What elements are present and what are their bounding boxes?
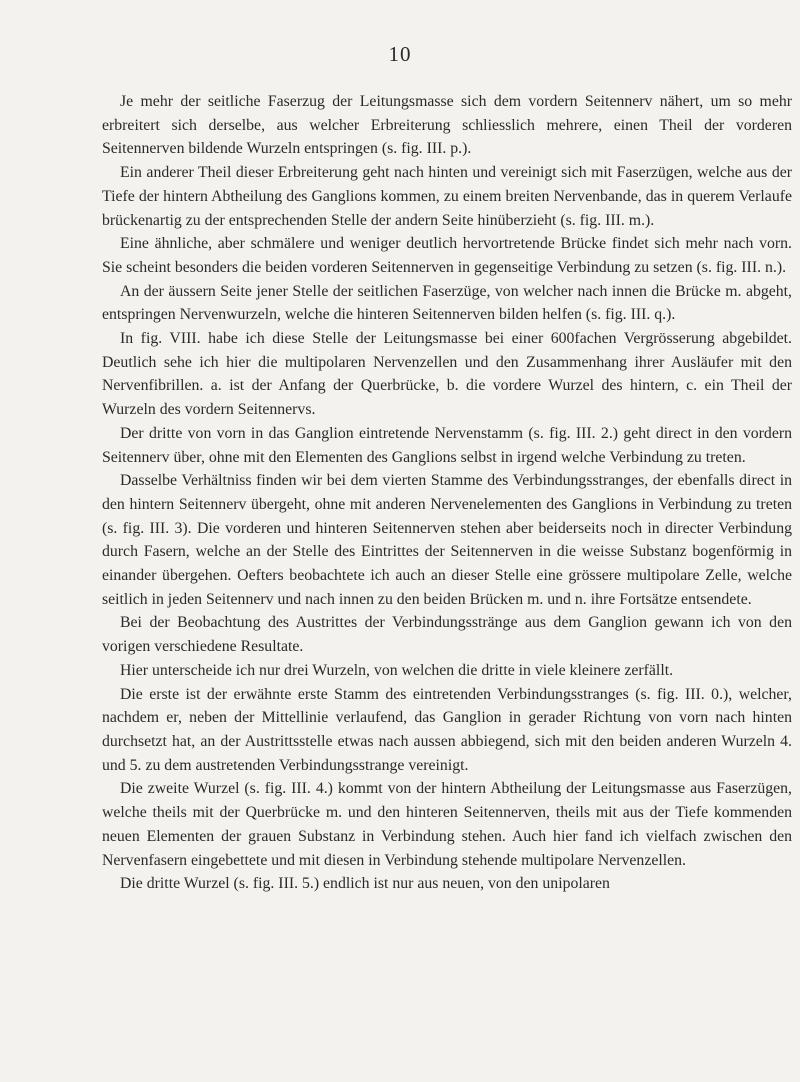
paragraph: Bei der Beobachtung des Austrittes der Verbindungsstränge aus dem Ganglion gewann ich von den vorigen verschiedene Resultate. bbox=[102, 614, 792, 656]
paragraph: Je mehr der seitliche Faserzug der Leitungsmasse sich dem vordern Seitennerv nähert, um so mehr erbreitert sich derselbe, aus welcher Erbreiterung schliesslich mehrere, einen Theil der vorderen Seitennerven bildende Wurzeln entspringen (s. fig. III. p.). bbox=[102, 93, 792, 158]
paragraph: Der dritte von vorn in das Ganglion eintretende Nervenstamm (s. fig. III. 2.) geht direct in den vordern Seitennerv über, ohne mit den Elementen des Ganglions selbst in irgend welche Verbindung zu treten. bbox=[102, 424, 792, 466]
paragraph: Dasselbe Verhältniss finden wir bei dem vierten Stamme des Verbindungsstranges, der ebenfalls direct in den hintern Seitennerv übergeht, ohne mit anderen Nervenelementen des Ganglions in Verbindung zu treten (s. fig. III. 3). Die vorderen und hinteren Seitennerven stehen aber beiderseits noch in directer Verbindung durch Fasern, welche an der Stelle des Eintrittes der Seitennerven in die weisse Substanz bogenförmig in einander übergehen. Oefters beobachtete ich auch an dieser Stelle eine grössere multipolare Zelle, welche seitlich in jeden Seitennerv und nach innen zu den beiden Brücken m. und n. ihre Fortsätze entsendete. bbox=[102, 472, 792, 608]
paragraph: Hier unterscheide ich nur drei Wurzeln, von welchen die dritte in viele kleinere zerfällt. bbox=[120, 661, 674, 679]
paragraph: Ein anderer Theil dieser Erbreiterung geht nach hinten und vereinigt sich mit Faserzügen, welche aus der Tiefe der hintern Abtheilung des Ganglions kommen, zu einem breiten Nervenbande, das in querem Verlaufe brückenartig zu der entsprechenden Stelle der andern Seite hinüberzieht (s. fig. III. m.). bbox=[102, 164, 792, 229]
body-text bbox=[102, 90, 792, 896]
paragraph: In fig. VIII. habe ich diese Stelle der Leitungsmasse bei einer 600fachen Vergrösserung abgebildet. Deutlich sehe ich hier die multipolaren Nervenzellen und den Zusammenhang ihrer Ausläufer mit den Nervenfibrillen. a. ist der Anfang der Querbrücke, b. die vordere Wurzel des hintern, c. ein Theil der Wurzeln des vordern Seitennervs. bbox=[102, 330, 792, 419]
paragraph: Die erste ist der erwähnte erste Stamm des eintretenden Verbindungsstranges (s. fig. III. 0.), welcher, nachdem er, neben der Mittellinie verlaufend, das Ganglion in gerader Richtung von vorn nach hinten durchsetzt hat, an der Austrittsstelle etwas nach aussen abbiegend, sich mit den beiden anderen Wurzeln 4. und 5. zu dem austretenden Verbindungsstrange vereinigt. bbox=[102, 685, 792, 774]
paragraph: An der äussern Seite jener Stelle der seitlichen Faserzüge, von welcher nach innen die Brücke m. abgeht, entspringen Nervenwurzeln, welche die hinteren Seitennerven bilden helfen (s. fig. III. q.). bbox=[102, 282, 792, 324]
paragraph: Die zweite Wurzel (s. fig. III. 4.) kommt von der hintern Abtheilung der Leitungsmasse aus Faserzügen, welche theils mit der Querbrücke m. und den hinteren Seitennerven, theils mit aus der Tiefe kommenden neuen Elementen der grauen Substanz in Verbindung stehen. Auch hier fand ich vielfach zwischen den Nervenfasern eingebettete und mit diesen in Verbindung stehende multipolare Nervenzellen. bbox=[102, 780, 792, 869]
paragraph: Eine ähnliche, aber schmälere und weniger deutlich hervortretende Brücke findet sich mehr nach vorn. Sie scheint besonders die beiden vorderen Seitennerven in gegenseitige Verbindung zu setzen (s. fig. III. n.). bbox=[102, 235, 792, 276]
paragraph: Die dritte Wurzel (s. fig. III. 5.) endlich ist nur aus neuen, von den unipolaren bbox=[120, 875, 610, 893]
page-number: 10 bbox=[388, 42, 412, 66]
